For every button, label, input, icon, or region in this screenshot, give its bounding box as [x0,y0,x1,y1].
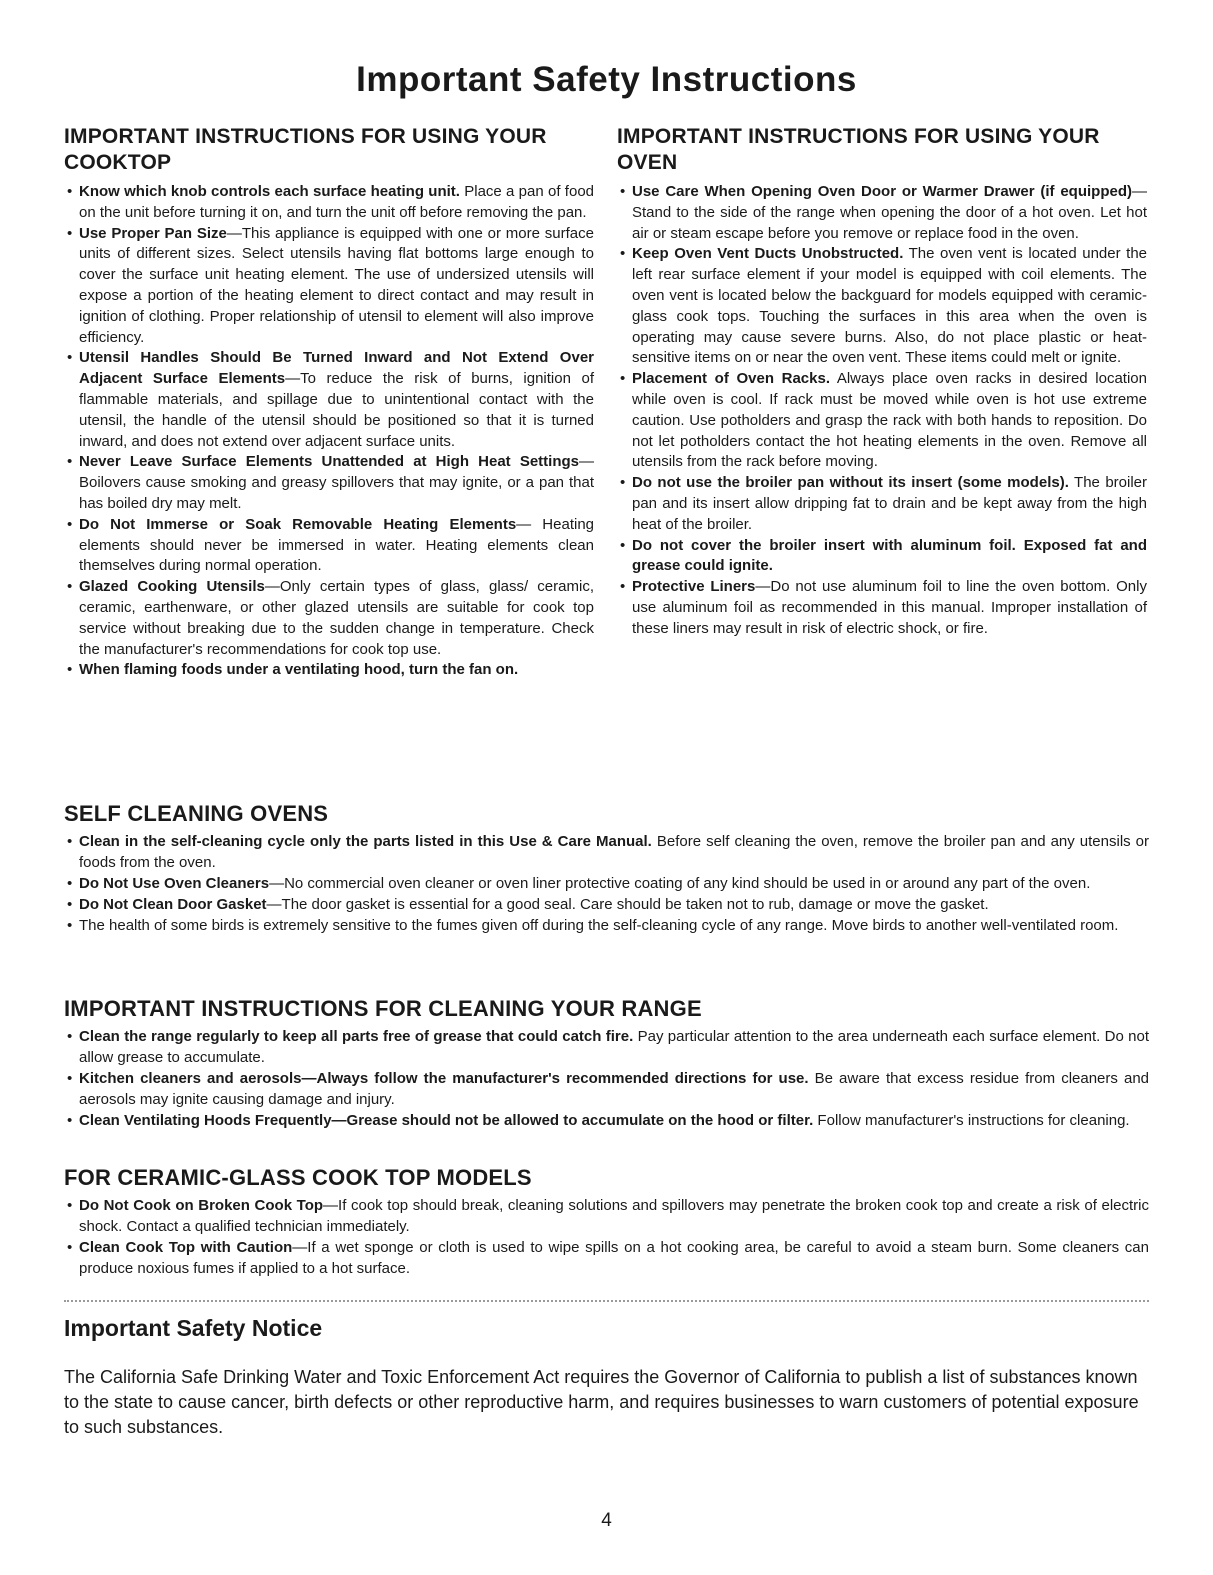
list-item [64,182,594,224]
cleaning-range-heading: IMPORTANT INSTRUCTIONS FOR CLEANING YOUR RANGE [64,996,702,1021]
list-item [617,577,1147,639]
list-item [64,660,594,681]
list-item [64,873,1149,894]
item-bold-lead: Utensil Handles Should Be Turned Inward and Not Extend Over Adjacent Surface Elements [79,349,594,388]
item-bold-lead: Keep Oven Vent Ducts Unobstructed. [632,245,904,263]
bullet-dot: • [67,578,73,596]
bullet-dot: • [67,833,73,850]
bullet-dot: • [67,661,73,679]
bullet-dot: • [67,1112,73,1129]
item-bold-lead: Do Not Cook on Broken Cook Top [79,1197,324,1214]
item-text: Before self cleaning the oven, remove the broiler pan and any utensils or foods from the oven. [79,833,1150,871]
list-item [64,515,594,577]
item-text: —If cook top should break, cleaning solutions and spillovers may penetrate the broken cook top and create a risk of electric shock. Contact a qualified technician immediately. [79,1197,1149,1235]
page-title: Important Safety Instructions [356,60,857,99]
bullet-dot: • [620,474,626,492]
item-text: —To reduce the risk of burns, ignition of flammable materials, and spillage due to unintentional contact with the utensil, the handle of the utensil should be positioned so that it is turned inward, and does not extend over adjacent surface units. [79,370,594,450]
cooktop-list [64,182,594,681]
bullet-dot: • [67,917,73,934]
item-bold-lead: Glazed Cooking Utensils [79,578,265,596]
self-cleaning-section [64,800,1149,936]
item-bold-lead: Know which knob controls each surface heating unit. [79,183,460,200]
bullet-dot: • [67,183,73,200]
list-item [617,536,1147,578]
list-item [64,1195,1149,1237]
item-bold-lead: Do Not Use Oven Cleaners [79,875,270,892]
item-bold-lead: Protective Liners [632,578,756,596]
ceramic-glass-heading: FOR CERAMIC-GLASS COOK TOP MODELS [64,1165,532,1190]
item-text: — Heating elements should never be immersed in water. Heating elements clean themselves during normal operation. [79,515,594,575]
item-text: —No commercial oven cleaner or oven liner protective coating of any kind should be used in or around any part of the oven. [269,875,1091,892]
cleaning-range-list [64,1026,1149,1131]
list-item [64,1110,1149,1131]
item-text: —Boilovers cause smoking and greasy spillovers that may ignite, or a pan that has boiled dry may melt. [79,453,594,512]
item-text: —Stand to the side of the range when opening the door of a hot oven. Let hot air or steam escape before you remove or replace food in the oven. [632,183,1147,242]
item-text: Follow manufacturer's instructions for cleaning. [813,1112,1130,1129]
list-item [64,224,594,349]
item-bold-lead: Use Care When Opening Oven Door or Warmer Drawer (if equipped) [632,183,1132,200]
list-item [64,831,1149,873]
dotted-divider [64,1300,1149,1302]
bullet-dot: • [67,1070,73,1087]
item-bold-lead: When flaming foods under a ventilating hood, turn the fan on. [79,661,519,679]
bullet-dot: • [620,536,626,554]
item-bold-lead: Placement of Oven Racks. [632,370,831,388]
item-bold-lead: Do not cover the broiler insert with aluminum foil. Exposed fat and grease could ignite. [632,536,1147,575]
item-bold-lead: Use Proper Pan Size [79,224,227,242]
item-bold-lead: Clean the range regularly to keep all parts free of grease that could catch fire. [79,1028,634,1045]
item-bold-lead: Do Not Clean Door Gasket [79,896,267,913]
notice-title: Important Safety Notice [64,1315,323,1341]
item-text: —Only certain types of glass, glass/ ceramic, ceramic, earthenware, or other glazed utensils are suitable for cook top service without breaking due to the sudden change in temperature. Check the manufacturer's recommendations for cook top use. [79,578,594,658]
item-bold-lead: Do not use the broiler pan without its insert (some models). [632,474,1069,492]
bullet-dot: • [67,875,73,892]
item-bold-lead: Clean in the self-cleaning cycle only the parts listed in this Use & Care Manual. [79,833,652,850]
bullet-dot: • [67,896,73,913]
item-text: Be aware that excess residue from cleaners and aerosols may ignite causing damage and injury. [79,1070,1149,1108]
bullet-dot: • [67,453,73,471]
list-item [617,182,1147,244]
ceramic-glass-section [64,1164,1149,1279]
bullet-dot: • [67,515,73,533]
list-item [64,577,594,660]
item-text: Place a pan of food on the unit before turning it on, and turn the unit off before removing the pan. [79,183,595,221]
page-number: 4 [601,1510,612,1531]
bullet-dot: • [67,349,73,367]
item-text: —This appliance is equipped with one or more surface units of different sizes. Select utensils having flat bottoms large enough to cover the surface unit heating element. The use of undersized utensils will expose a portion of the heating element to direct contact and may result in ignition of clothing. Proper relationship of utensil to element will also improve efficiency. [79,224,594,346]
list-item [64,1237,1149,1279]
bullet-dot: • [67,1197,73,1214]
oven-list [617,182,1147,640]
list-item [64,894,1149,915]
list-item [617,473,1147,535]
self-cleaning-list [64,831,1149,936]
cleaning-range-section [64,995,1149,1131]
bullet-dot: • [620,370,626,388]
list-item [617,244,1147,369]
bullet-dot: • [620,183,626,200]
cooktop-section [64,124,594,681]
item-text: —The door gasket is essential for a good seal. Care should be taken not to rub, damage or move the gasket. [266,896,989,913]
item-bold-lead: Never Leave Surface Elements Unattended at High Heat Settings [79,453,579,471]
bullet-dot: • [620,578,626,596]
item-bold-lead: Clean Ventilating Hoods Frequently—Grease should not be allowed to accumulate on the hood or filter. [79,1112,814,1129]
list-item [64,348,594,452]
oven-heading: IMPORTANT INSTRUCTIONS FOR USING YOUR OVEN [617,125,1100,174]
notice-body: The California Safe Drinking Water and Toxic Enforcement Act requires the Governor of California to publish a list of substances known to the state to cause cancer, birth defects or other reproductive harm, and requires businesses to warn customers of potential exposure to such substances. [64,1367,1139,1437]
list-item [64,1068,1149,1110]
list-item [64,1026,1149,1068]
bullet-dot: • [67,224,73,242]
item-text: Pay particular attention to the area underneath each surface element. Do not allow grease to accumulate. [79,1028,1149,1066]
item-text: The oven vent is located under the left rear surface element if your model is equipped with coil elements. The oven vent is located below the backguard for models equipped with ceramic-glass cook tops. Touching the surfaces in this area when the oven is operating may cause severe burns. Also, do not place plastic or heat-sensitive items on or near the oven vent. These items could melt or ignite. [632,245,1148,367]
bullet-dot: • [67,1028,73,1045]
item-text: Always place oven racks in desired location while oven is cool. If rack must be moved while oven is hot use extreme caution. Use potholders and grasp the rack with both hands to reposition. Do not let potholders contact the hot heating elements in the oven. Remove all utensils from the rack before moving. [632,370,1147,471]
list-item [617,369,1147,473]
item-text: —Do not use aluminum foil to line the oven bottom. Only use aluminum foil as recommended in this manual. Improper installation of these liners may result in risk of electric shock, or fire. [632,578,1147,637]
oven-section [617,124,1147,640]
cooktop-heading: IMPORTANT INSTRUCTIONS FOR USING YOUR COOKTOP [64,125,547,174]
item-bold-lead: Do Not Immerse or Soak Removable Heating Elements [79,515,517,533]
ceramic-glass-list [64,1195,1149,1279]
list-item [64,915,1149,936]
item-text: The broiler pan and its insert allow dripping fat to drain and be kept away from the high heat of the broiler. [632,474,1147,533]
item-bold-lead: Clean Cook Top with Caution [79,1239,293,1256]
list-item [64,452,594,514]
self-cleaning-heading: SELF CLEANING OVENS [64,801,329,826]
item-bold-lead: Kitchen cleaners and aerosols—Always follow the manufacturer's recommended directions for use. [79,1070,809,1087]
bullet-dot: • [620,245,626,263]
bullet-dot: • [67,1239,73,1256]
item-text: —If a wet sponge or cloth is used to wipe spills on a hot cooking area, be careful to avoid a steam burn. Some cleaners can produce noxious fumes if applied to a hot surface. [79,1239,1149,1277]
item-text: The health of some birds is extremely sensitive to the fumes given off during the self-cleaning cycle of any range. Move birds to another well-ventilated room. [79,917,1119,934]
